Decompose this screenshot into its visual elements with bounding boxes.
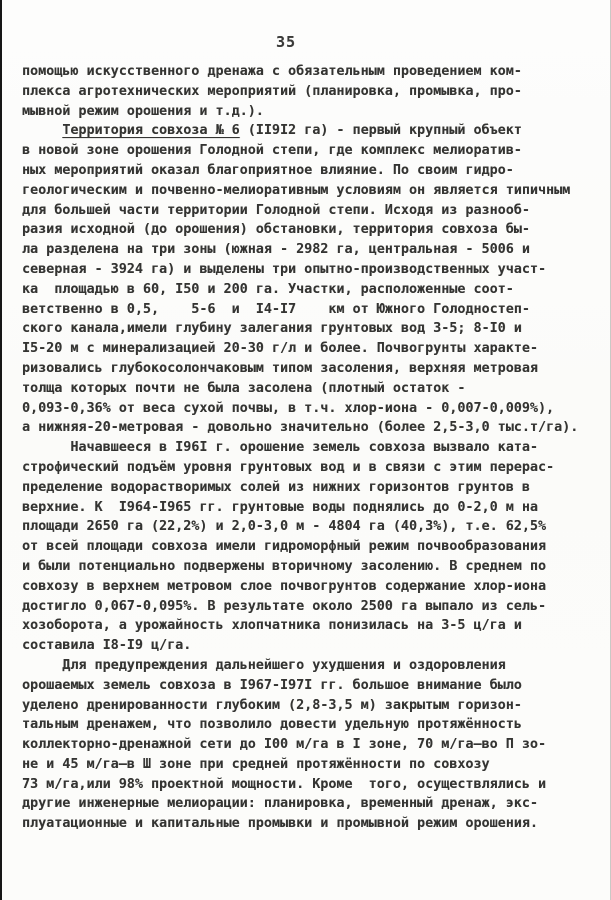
- text-line: верхние. К I964-I965 гг. грунтовые воды поднялись до 0-2,0 м на: [22, 499, 538, 515]
- text-line: а нижняя-20-метровая - довольно значительно (более 2,5-3,0 тыс.т/га).: [22, 420, 579, 436]
- text-line: ла разделена на три зоны (южная - 2982 га, центральная - 5006 и: [22, 242, 530, 258]
- text-line: хозоборота, а урожайность хлопчатника понизилась на 3-5 ц/га и: [22, 618, 522, 634]
- text-line: Начавшееся в I96I г. орошение земель совхоза вызвало ката-: [22, 440, 538, 456]
- text-line: в новой зоне орошения Голодной степи, где комплекс мелиоратив-: [22, 143, 522, 159]
- scan-edge-left: [0, 0, 2, 900]
- text-line: достигло 0,067-0,095%. В результате около 2500 га выпало из сель-: [22, 598, 547, 614]
- text-line: 0,093-0,36% от веса сухой почвы, в т.ч. хлор-иона - 0,007-0,009%),: [22, 400, 555, 416]
- text-line: геологическим и почвенно-мелиоративным условиям он является типичным: [22, 182, 571, 198]
- text-line: I5-20 м с минерализацией 20-30 г/л и более. Почвогрунты характе-: [22, 341, 538, 357]
- text-line: пределение водорастворимых солей из нижних горизонтов грунтов в: [22, 479, 530, 495]
- text-line: 73 м/га,или 98% проектной мощности. Кроме того, осуществлялись и: [22, 776, 547, 792]
- text-line: уделено дренированности глубоким (2,8-3,5 м) закрытым горизон-: [22, 697, 522, 713]
- text-line: ризовались глубокосолончаковым типом засоления, верхняя метровая: [22, 360, 538, 376]
- text-line: составила I8-I9 ц/га.: [22, 638, 192, 654]
- text-line: северная - 3924 га) и выделены три опытно-производственных участ-: [22, 261, 547, 277]
- text-line: Для предупреждения дальнейшего ухудшения и оздоровления: [22, 657, 506, 673]
- text-line: ветственно в 0,5, 5-6 и I4-I7 км от Южного Голодностеп-: [22, 301, 530, 317]
- text-line: [22, 121, 602, 141]
- text-line: площади 2650 га (22,2%) и 2,0-3,0 м - 4804 га (40,3%), т.е. 62,5%: [22, 519, 547, 535]
- text-block: [22, 62, 602, 834]
- text-line: и были потенциально подвержены вторичному засолению. В среднем по: [22, 558, 547, 574]
- text-line: плекса агротехнических мероприятий (планировка, промывка, про-: [22, 83, 522, 99]
- text-line: совхозу в верхнем метровом слое почвогрунтов содержание хлор-иона: [22, 578, 547, 594]
- text-line: ка площадью в 60, I50 и 200 га. Участки, расположенные соот-: [22, 281, 514, 297]
- text-line: мывной режим орошения и т.д.).: [22, 103, 264, 119]
- text-line: строфический подъём уровня грунтовых вод и в связи с этим перерас-: [22, 459, 555, 475]
- text-line: тальным дренажем, что позволило довести удельную протяжённость: [22, 717, 522, 733]
- text-line: другие инженерные мелиорации: планировка, временный дренаж, экс-: [22, 796, 538, 812]
- page-number: 35: [276, 33, 297, 51]
- text-line: толща которых почти не была засолена (плотный остаток -: [22, 380, 466, 396]
- text-line: от всей площади совхоза имели гидроморфный режим почвообразования: [22, 539, 547, 555]
- text-line: плуатационные и капитальные промывки и промывной режим орошения.: [22, 816, 538, 832]
- line-segment: [22, 123, 62, 138]
- text-line: помощью искусственного дренажа с обязательным проведением ком-: [22, 64, 522, 79]
- text-line: ных мероприятий оказал благоприятное влияние. По своим гидро-: [22, 162, 514, 178]
- text-line: орошаемых земель совхоза в I967-I97I гг. большое внимание было: [22, 677, 522, 693]
- text-line: не и 45 м/га—в Ш зоне при средней протяжённости по совхозу: [22, 756, 490, 772]
- text-line: ского канала,имели глубину залегания грунтовых вод 3-5; 8-I0 и: [22, 321, 522, 337]
- text-line: коллекторно-дренажной сети до I00 м/га в I зоне, 70 м/га—во П зо-: [22, 737, 547, 753]
- underlined-heading-text: Территория совхоза № 6: [62, 123, 240, 139]
- line-segment: (II9I2 га) - первый крупный объект: [239, 123, 522, 139]
- text-line: для большей части территории Голодной степи. Исходя из разнооб-: [22, 202, 530, 218]
- text-line: разия исходной (до орошения) обстановки, территория совхоза бы-: [22, 222, 530, 238]
